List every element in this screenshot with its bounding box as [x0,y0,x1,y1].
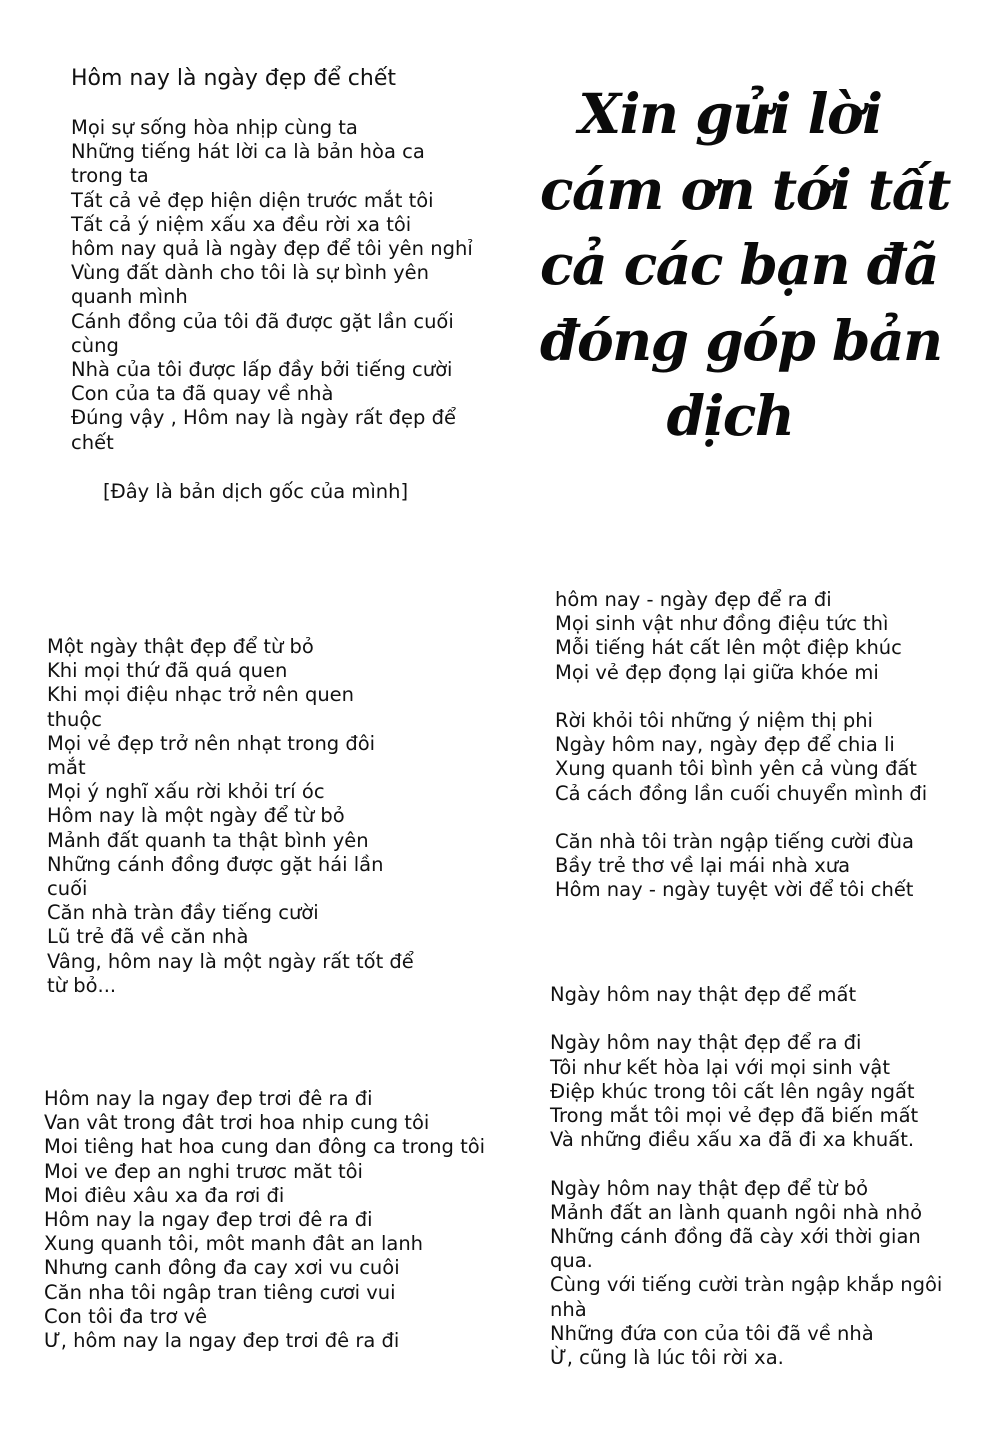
translation-5-body: Hôm nay la ngay đep trơi đê ra đi Van vât trong đât trơi hoa nhip cung tôi Moi tiêng hat hoa cung dan đông ca trong tôi Moi ve đep an nghi trươc măt tôi Moi điêu xâu xa đa rơi đi Hôm nay la ngay đep trơi đê ra đi Xung quanh tôi, môt manh đât an lanh Nhưng canh đông đa cay xơi vu cuôi Căn nha tôi ngâp tran tiêng cươi vui Con tôi đa trơ vê Ư, hôm nay la ngay đep trơi đê ra đi [44,1087,486,1353]
translation-4-body: Ngày hôm nay thật đẹp để mất Ngày hôm nay thật đẹp để ra đi Tôi như kết hòa lại với mọi sinh vật Điệp khúc trong tôi cất lên ngây ngất Trong mắt tôi mọi vẻ đẹp đã biến mất Và những điều xấu xa đã đi xa khuất. Ngày hôm nay thật đẹp để từ bỏ Mảnh đất an lành quanh ngôi nhà nhỏ Những cánh đồng đã cày xới thời gian qua. Cùng với tiếng cười tràn ngập khắp ngôi nhà Những đứa con của tôi đã về nhà Ừ, cũng là lúc tôi rời xa. [550,983,943,1370]
thanks-message: Xin gửi lời cám ơn tới tất cả các bạn đã đóng góp bản dịch [540,81,950,448]
translation-3-body: hôm nay - ngày đẹp để ra đi Mọi sinh vật như đồng điệu tức thì Mỗi tiếng hát cất lên một điệp khúc Mọi vẻ đẹp đọng lại giữa khóe mi Rời khỏi tôi những ý niệm thị phi Ngày hôm nay, ngày đẹp để chia li Xung quanh tôi bình yên cả vùng đất Cả cách đồng lần cuối chuyển mình đi Căn nhà tôi tràn ngập tiếng cười đùa Bầy trẻ thơ về lại mái nhà xưa Hôm nay - ngày tuyệt vời để tôi chết [555,588,928,902]
translation-1-note: [Đây là bản dịch gốc của mình] [103,480,409,503]
translation-2-body: Một ngày thật đẹp để từ bỏ Khi mọi thứ đã quá quen Khi mọi điệu nhạc trở nên quen thuộc Mọi vẻ đẹp trở nên nhạt trong đôi mắt Mọi ý nghĩ xấu rời khỏi trí óc Hôm nay là một ngày để từ bỏ Mảnh đất quanh ta thật bình yên Những cánh đồng được gặt hái lần cuối Căn nhà tràn đầy tiếng cười Lũ trẻ đã về căn nhà Vâng, hôm nay là một ngày rất tốt để từ bỏ... [47,635,414,997]
translation-1-body: Mọi sự sống hòa nhịp cùng ta Những tiếng hát lời ca là bản hòa ca trong ta Tất cả vẻ đẹp hiện diện trước mắt tôi Tất cả ý niệm xấu xa đều rời xa tôi hôm nay quả là ngày đẹp để tôi yên nghỉ Vùng đất dành cho tôi là sự bình yên quanh mình Cánh đồng của tôi đã được gặt lần cuối cùng Nhà của tôi được lấp đầy bởi tiếng cười Con của ta đã quay về nhà Đúng vậy , Hôm nay là ngày rất đẹp để chết [71,116,473,454]
translation-1-title: Hôm nay là ngày đẹp để chết [71,66,397,91]
